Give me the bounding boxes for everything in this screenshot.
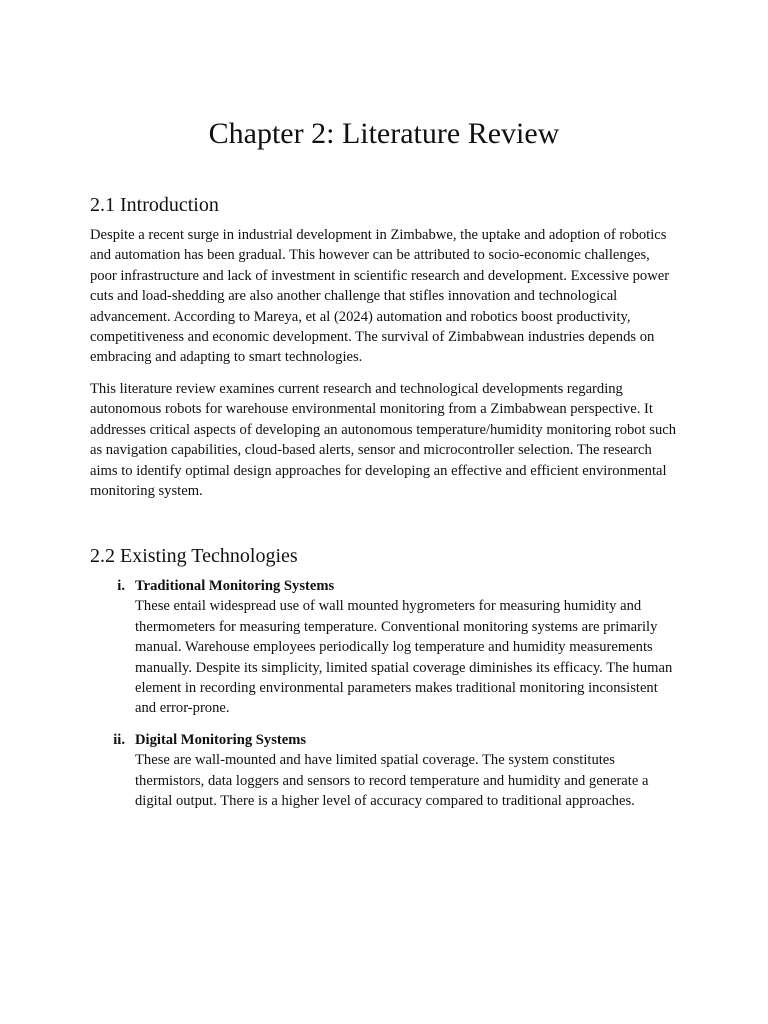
section-heading-existing-technologies: 2.2 Existing Technologies bbox=[90, 545, 298, 567]
list-marker: i. bbox=[117, 578, 125, 594]
intro-paragraph-1: Despite a recent surge in industrial development in Zimbabwe, the uptake and adoption of robotics and automation has been gradual. This however can be attributed to socio-economic challenges, poor infrastructure and lack of investment in scientific research and development. Excessive power cuts and load-shedding are also another challenge that stifles innovation and technological advancement. According to Mareya, et al (2024) automation and robotics boost productivity, competitiveness and economic development. The survival of Zimbabwean industries depends on embracing and adapting to smart technologies. bbox=[90, 227, 670, 366]
list-item-body: These entail widespread use of wall mounted hygrometers for measuring humidity and thermometers for measuring temperature. Conventional monitoring systems are primarily manual. Warehouse employees periodically log temperature and humidity measurements manually. Despite its simplicity, limited spatial coverage diminishes its efficacy. The human element in recording environmental parameters makes traditional monitoring inconsistent and error-prone. bbox=[135, 598, 673, 717]
list-item-content bbox=[135, 730, 681, 812]
list-marker: ii. bbox=[113, 732, 125, 748]
list-item-body: These are wall-mounted and have limited spatial coverage. The system constitutes thermistors, data loggers and sensors to record temperature and humidity and generate a digital output. There is a higher level of accuracy compared to traditional approaches. bbox=[135, 752, 649, 810]
list-item-content bbox=[135, 576, 681, 719]
list-item-title: Traditional Monitoring Systems bbox=[135, 578, 335, 594]
section-heading-introduction: 2.1 Introduction bbox=[90, 194, 219, 216]
chapter-title: Chapter 2: Literature Review bbox=[208, 117, 560, 150]
list-item-title: Digital Monitoring Systems bbox=[135, 732, 307, 748]
intro-paragraph-2: This literature review examines current research and technological developments regarding autonomous robots for warehouse environmental monitoring from a Zimbabwean perspective. It addresses critical aspects of developing an autonomous temperature/humidity monitoring robot such as navigation capabilities, cloud-based alerts, sensor and microcontroller selection. The research aims to identify optimal design approaches for developing an effective and efficient environmental monitoring system. bbox=[90, 381, 677, 500]
